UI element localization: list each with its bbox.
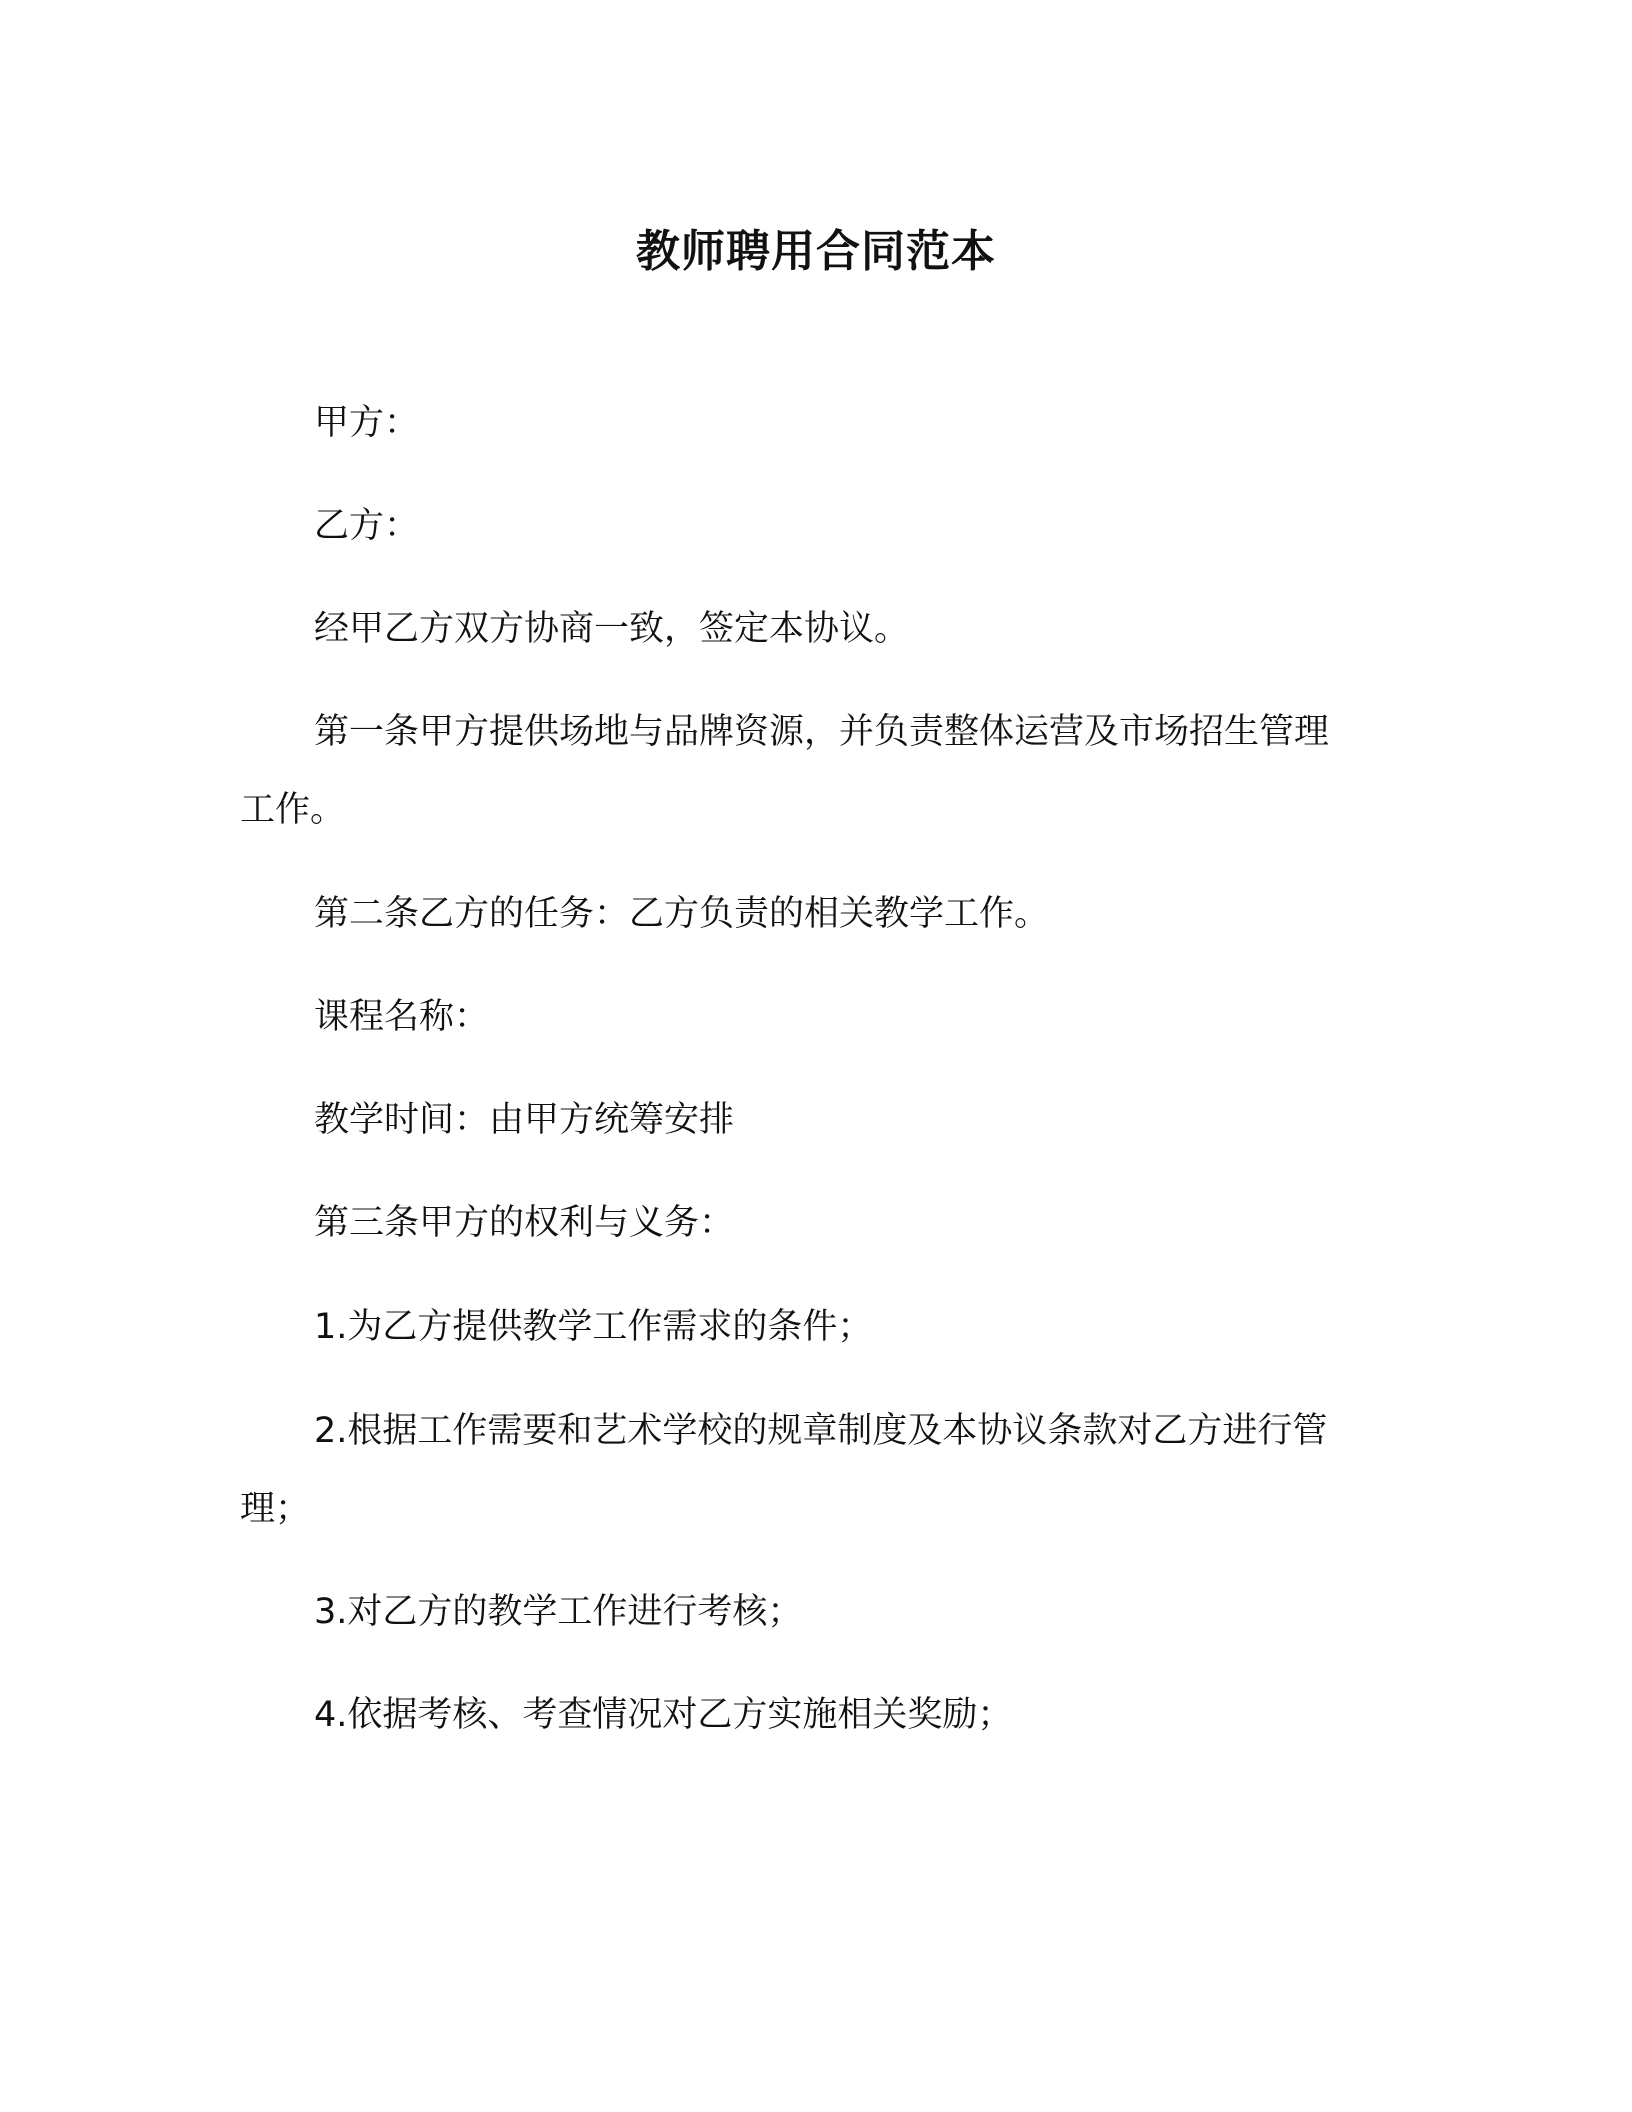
paragraph-party-a: 甲方： — [314, 403, 420, 443]
document-title: 教师聘用合同范本 — [636, 226, 996, 277]
paragraph-party-b: 乙方： — [314, 506, 420, 546]
paragraph-article-3: 第三条甲方的权利与义务： — [314, 1203, 735, 1243]
paragraph-agreement: 经甲乙方双方协商一致，签定本协议。 — [314, 609, 910, 649]
paragraph-teaching-time: 教学时间：由甲方统筹安排 — [314, 1100, 735, 1140]
list-item-4: 4.依据考核、考查情况对乙方实施相关奖励； — [314, 1695, 1013, 1735]
paragraph-course-name: 课程名称： — [314, 997, 490, 1037]
paragraph-article-2: 第二条乙方的任务：乙方负责的相关教学工作。 — [314, 894, 1050, 934]
list-item-1: 1.为乙方提供教学工作需求的条件； — [314, 1307, 873, 1347]
list-item-3: 3.对乙方的教学工作进行考核； — [314, 1592, 803, 1632]
paragraph-article-1: 第一条甲方提供场地与品牌资源，并负责整体运营及市场招生管理工作。 — [240, 712, 1330, 830]
list-item-2: 2.根据工作需要和艺术学校的规章制度及本协议条款对乙方进行管理； — [240, 1411, 1328, 1529]
